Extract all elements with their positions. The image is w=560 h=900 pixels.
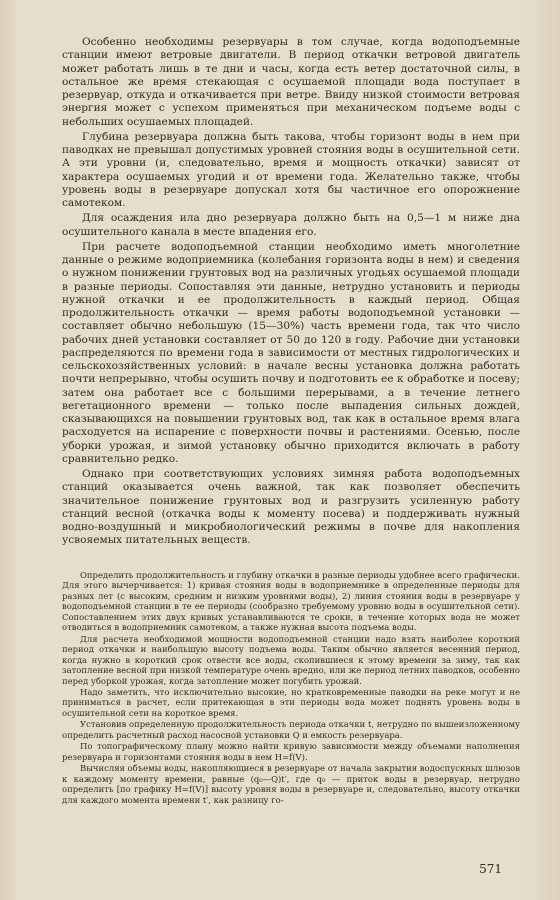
- note-station-capacity: Для расчета необходимой мощности водоподъемной станции надо взять наиболее короткий период откачки и наибольшую высоту подъема воды. Таким обычно является весенний период, когда нужно в короткий срок отвести все воды, скопившиеся к этому времени за зиму, так как затопление весной при низкой температуре очень вредно, или же период летних паводков, особенно перед уборкой урожая, когда затопление может погубить урожай.: [62, 633, 520, 686]
- paragraph-station-calculation: При расчете водоподъемной станции необходимо иметь многолетние данные о режиме водоприемника (колебания горизонта воды в нем) и сведения о нужном понижении грунтовых вод на различных угодьях осушаемой площади в разные периоды. Сопоставляя эти данные, нетрудно установить и периоды нужной откачки и ее продолжительность в каждый период. Общая продолжительность откачки — время работы водоподъемной установки — составляет обычно небольшую (15—30%) часть времени года, так что число рабочих дней установки составляет от 50 до 120 в году. Рабочие дни установки распределяются по времени года в зависимости от местных гидрологических и сельскохозяйственных условий: в начале весны установка должна работать почти непрерывно, чтобы осушить почву и подготовить ее к обработке и посеву; затем она работает все с большими перерывами, а в течение летнего вегетационного времени — только после выпадения сильных дождей, сказывающихся на повышении грунтовых вод, так как в остальное время влага расходуется на испарение с поверхности почвы и растениями. Осенью, после уборки урожая, и зимой установку обычно приходится включать в работу сравнительно редко.: [62, 240, 520, 465]
- paragraph-winter-operation: Однако при соответствующих условиях зимняя работа водоподъемных станций оказывается очень важной, так как позволяет обеспечить значительное понижение грунтовых вод и разгрузить усиленную работу станций весной (откачка воды к моменту посева) и поддерживать нужный водно-воздушный и микробиологический режимы в почве для накопления усвояемых питательных веществ.: [62, 468, 520, 547]
- paragraph-reservoir-depth: Глубина резервуара должна быть такова, чтобы горизонт воды в нем при паводках не превышал допустимых уровней стояния воды в осушительной сети. А эти уровни (и, следовательно, время и мощность откачки) зависят от характера осушаемых угодий и от времени года. Желательно также, чтобы уровень воды в резервуаре допускал хотя бы частичное его опорожнение самотеком.: [62, 130, 520, 209]
- note-water-volumes: Вычисляя объемы воды, накопляющиеся в резервуаре от начала закрытия водоспускных шлюзов к каждому моменту времени, равные (q₀—Q)t′, где q₀ — приток воды в резервуар, нетрудно определить [по графику H=f(V)] высоту уровня воды в резервуаре и, следовательно, высоту откачки для каждого момента времени t′, как разницу го-: [62, 763, 520, 805]
- note-volume-curve: По топографическому плану можно найти кривую зависимости между объемами наполнения резервуара и горизонтами стояния воды в нем H=f(V).: [62, 741, 520, 762]
- note-pump-discharge: Установив определенную продолжительность периода откачки t, нетрудно по вышеизложенному определить расчетный расход насосной установки Q и емкость резервуара.: [62, 719, 520, 740]
- paragraph-silt-settling: Для осаждения ила дно резервуара должно быть на 0,5—1 м ниже дна осушительного канала в месте впадения его.: [62, 212, 520, 238]
- main-text-block: [62, 36, 520, 550]
- note-graphical-method: Определить продолжительность и глубину откачки в разные периоды удобнее всего графически. Для этого вычерчивается: 1) кривая стояния воды в водоприемнике в определенные периоды для разных лет (с высоким, средним и низким уровнями воды), 2) линия стояния воды в резервуаре у водоподъемной станции в те ее периоды (сообразно требуемому уровню воды в осушительной сети). Сопоставлением этих двух кривых устанавливаются те сроки, в течение которых вода не может отводиться в водоприемник самотеком, а также нужная высота подъема воды.: [62, 570, 520, 633]
- paragraph-wind-reservoirs: Особенно необходимы резервуары в том случае, когда водоподъемные станции имеют ветровые двигатели. В период откачки ветровой двигатель может работать лишь в те дни и часы, когда есть ветер достаточной силы, в остальное же время стекающая с осушаемой площади вода поступает в резервуар, откуда и откачивается при ветре. Ввиду низкой стоимости ветровая энергия может с успехом применяться при механическом подъеме воды с небольших осушаемых площадей.: [62, 36, 520, 128]
- small-print-block: [62, 570, 520, 806]
- note-short-floods: Надо заметить, что исключительно высокие, но кратковременные паводки на реке могут и не приниматься в расчет, если притекающая в эти периоды вода может поднять уровень воды в осушительной сети на короткое время.: [62, 686, 520, 718]
- page-number: 571: [479, 862, 502, 876]
